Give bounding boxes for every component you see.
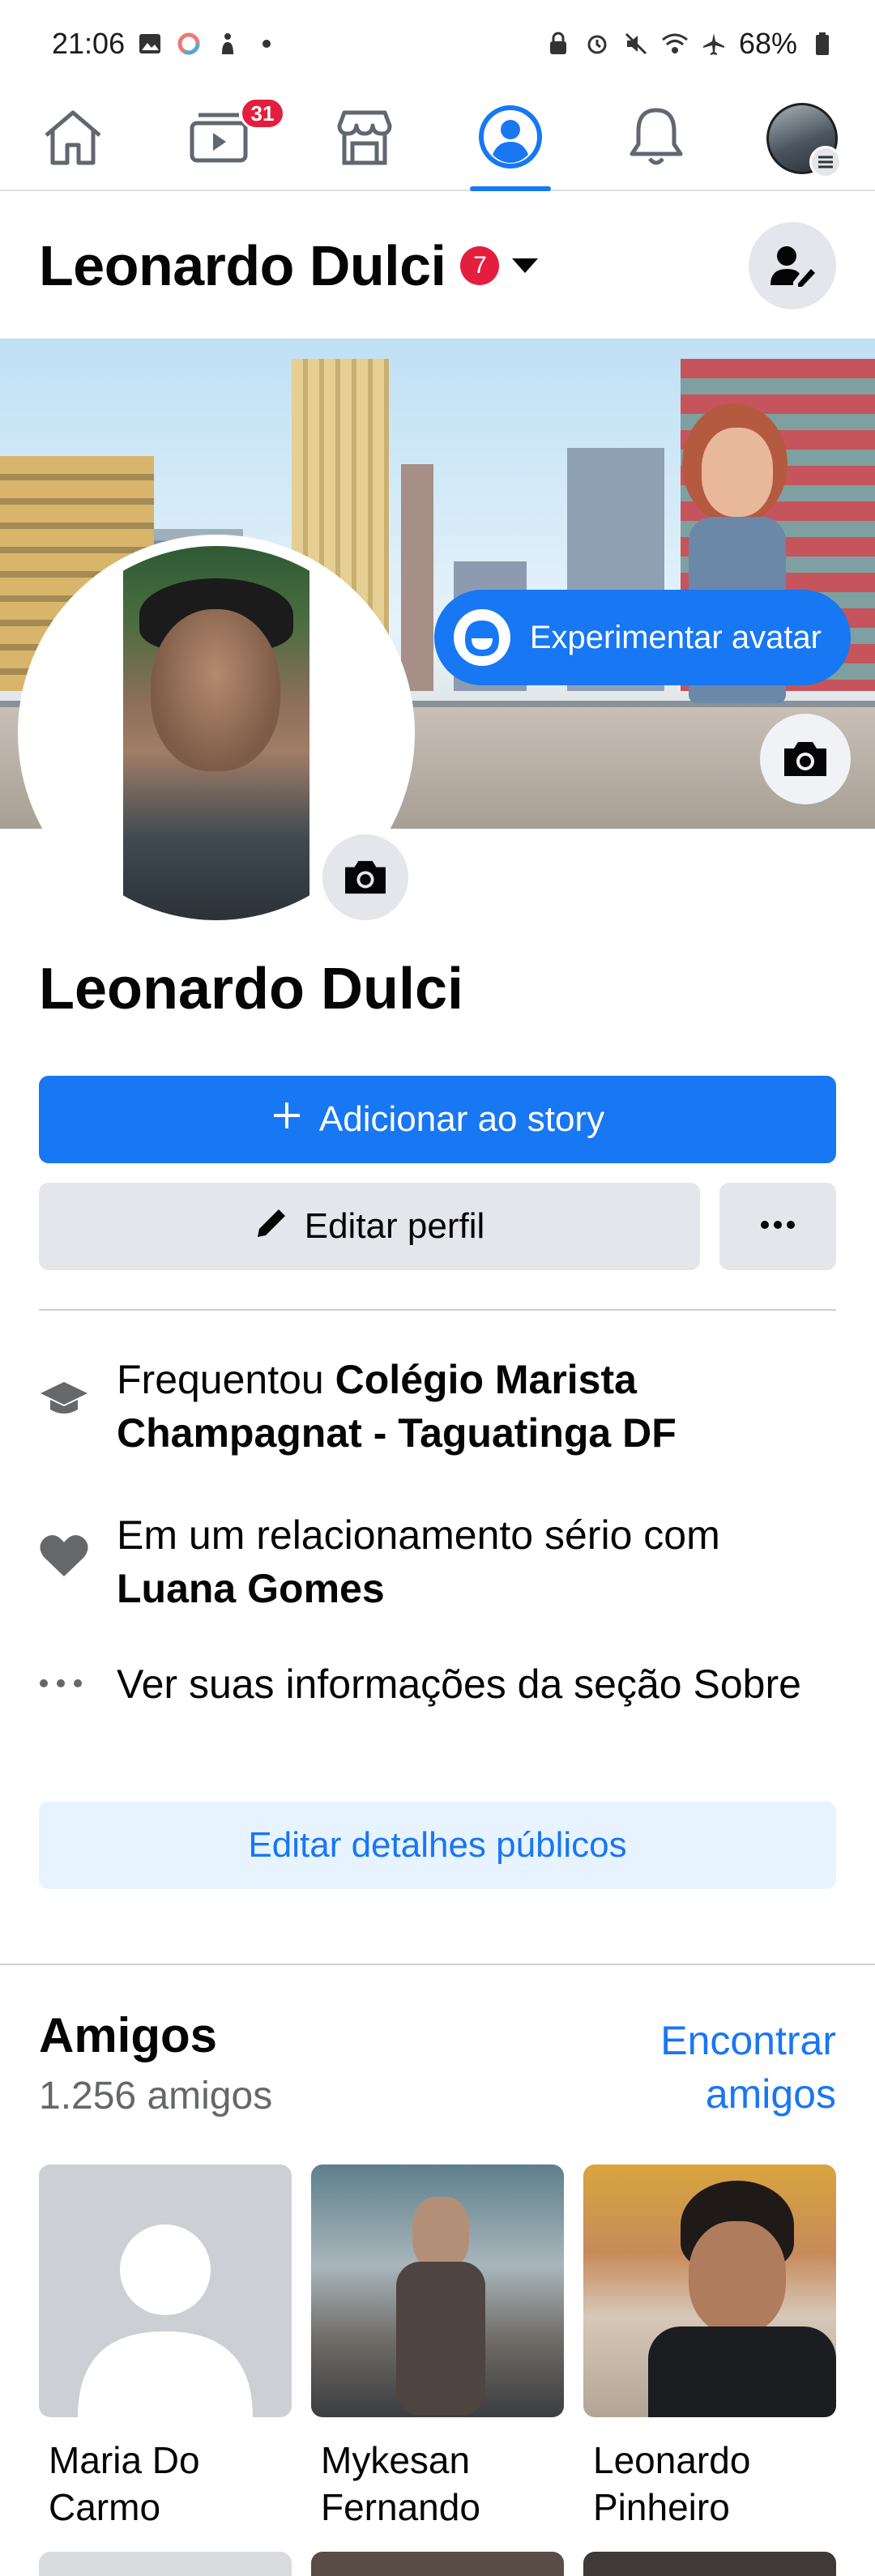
relationship-text: [117, 1508, 836, 1615]
friend-name: Maria Do Carmo: [49, 2439, 200, 2528]
try-avatar-label: Experimentar avatar: [529, 619, 822, 655]
tab-profile[interactable]: [438, 87, 583, 190]
more-horizontal-icon: [760, 1219, 796, 1234]
friend-photo-figure: [396, 2262, 485, 2416]
avatar-menu-icon: [766, 103, 838, 174]
graduation-cap-icon: [39, 1353, 117, 1419]
avatar-face-icon: [454, 609, 510, 666]
clock: 21:06: [52, 27, 126, 60]
tab-marketplace[interactable]: [292, 87, 438, 190]
edit-profile-picture-button[interactable]: [318, 830, 413, 925]
wifi-icon: [661, 30, 689, 58]
divider: [39, 1309, 836, 1311]
alarm-icon: [583, 30, 611, 58]
accessibility-notification-icon: [214, 30, 241, 58]
edit-cover-photo-button[interactable]: [760, 714, 851, 804]
hamburger-icon: [809, 146, 842, 178]
tab-watch[interactable]: [146, 87, 292, 190]
user-edit-icon: [769, 245, 816, 287]
camera-icon: [781, 739, 830, 779]
friend-photo: [583, 2164, 836, 2417]
edit-public-details-button[interactable]: Editar detalhes públicos: [39, 1802, 836, 1889]
edit-profile-button[interactable]: [39, 1183, 700, 1270]
friend-photo-placeholder: [39, 2164, 292, 2417]
lock-icon: [544, 30, 572, 58]
friend-photo-figure: [412, 2197, 469, 2270]
watch-notification-badge: 31: [240, 97, 285, 130]
profile-photo-face: [151, 609, 280, 771]
mute-icon: [622, 30, 650, 58]
edit-profile-label: Editar perfil: [304, 1206, 485, 1246]
friend-card-partial[interactable]: [39, 2552, 292, 2576]
about-link[interactable]: Ver suas informações da seção Sobre: [117, 1661, 801, 1707]
battery-icon: [809, 30, 836, 58]
camera-icon: [342, 858, 389, 897]
more-options-button[interactable]: [719, 1183, 836, 1270]
friend-card[interactable]: [583, 2164, 836, 2531]
friends-section-title: Amigos: [39, 2008, 218, 2062]
friend-name: Mykesan Fernando: [321, 2439, 480, 2528]
add-to-story-button[interactable]: [39, 1076, 836, 1163]
more-notifications-dot-icon: [253, 30, 280, 58]
section-divider: [0, 1964, 875, 1965]
education-school-link[interactable]: Colégio Marista Champagnat - Taguatinga DF: [117, 1357, 677, 1456]
battery-level: 68%: [738, 27, 797, 60]
try-avatar-button[interactable]: [434, 590, 851, 685]
gallery-notification-icon: [136, 30, 164, 58]
find-friends-link[interactable]: Encontrar amigos: [660, 2018, 836, 2117]
friend-card-partial[interactable]: [583, 2552, 836, 2576]
top-navigation: [0, 87, 875, 191]
friends-count: 1.256 amigos: [39, 2075, 273, 2118]
chevron-down-icon[interactable]: [512, 258, 538, 273]
pencil-icon: [254, 1205, 290, 1249]
friend-card[interactable]: [311, 2164, 564, 2531]
plus-icon: [271, 1099, 303, 1141]
home-icon: [41, 108, 105, 170]
profile-notification-badge: 7: [460, 246, 499, 285]
education-text: [117, 1353, 836, 1460]
detail-relationship: [39, 1508, 836, 1615]
education-prefix: Frequentou: [117, 1357, 324, 1402]
airplane-icon: [700, 30, 728, 58]
detail-education: [39, 1353, 836, 1460]
default-avatar-icon: [39, 2164, 292, 2417]
friend-photo: [311, 2164, 564, 2417]
tab-notifications[interactable]: [583, 87, 729, 190]
friend-card[interactable]: [39, 2164, 292, 2531]
app-notification-icon: [175, 30, 203, 58]
profile-name: Leonardo Dulci: [39, 957, 464, 1021]
heart-icon: [39, 1508, 117, 1578]
more-horizontal-icon: [39, 1657, 117, 1688]
detail-about[interactable]: [39, 1657, 836, 1711]
friend-name: Leonardo Pinheiro: [593, 2439, 751, 2528]
friend-card-partial[interactable]: [311, 2552, 564, 2576]
store-icon: [333, 108, 396, 170]
friend-photo-figure: [689, 2221, 786, 2335]
relationship-partner-link[interactable]: Luana Gomes: [117, 1566, 385, 1611]
status-bar: [0, 0, 875, 87]
profile-icon: [478, 104, 543, 173]
add-to-story-label: Adicionar ao story: [318, 1099, 605, 1139]
profile-settings-button[interactable]: [749, 222, 836, 309]
profile-header: [0, 193, 875, 339]
avatar-face: [702, 428, 773, 517]
header-profile-name[interactable]: Leonardo Dulci: [39, 234, 446, 297]
friend-photo-figure: [648, 2327, 836, 2417]
relationship-prefix: Em um relacionamento sério com: [117, 1512, 720, 1558]
bell-icon: [627, 105, 685, 173]
tab-menu[interactable]: [729, 87, 875, 190]
tab-home[interactable]: [0, 87, 146, 190]
cover-building: [401, 464, 433, 691]
